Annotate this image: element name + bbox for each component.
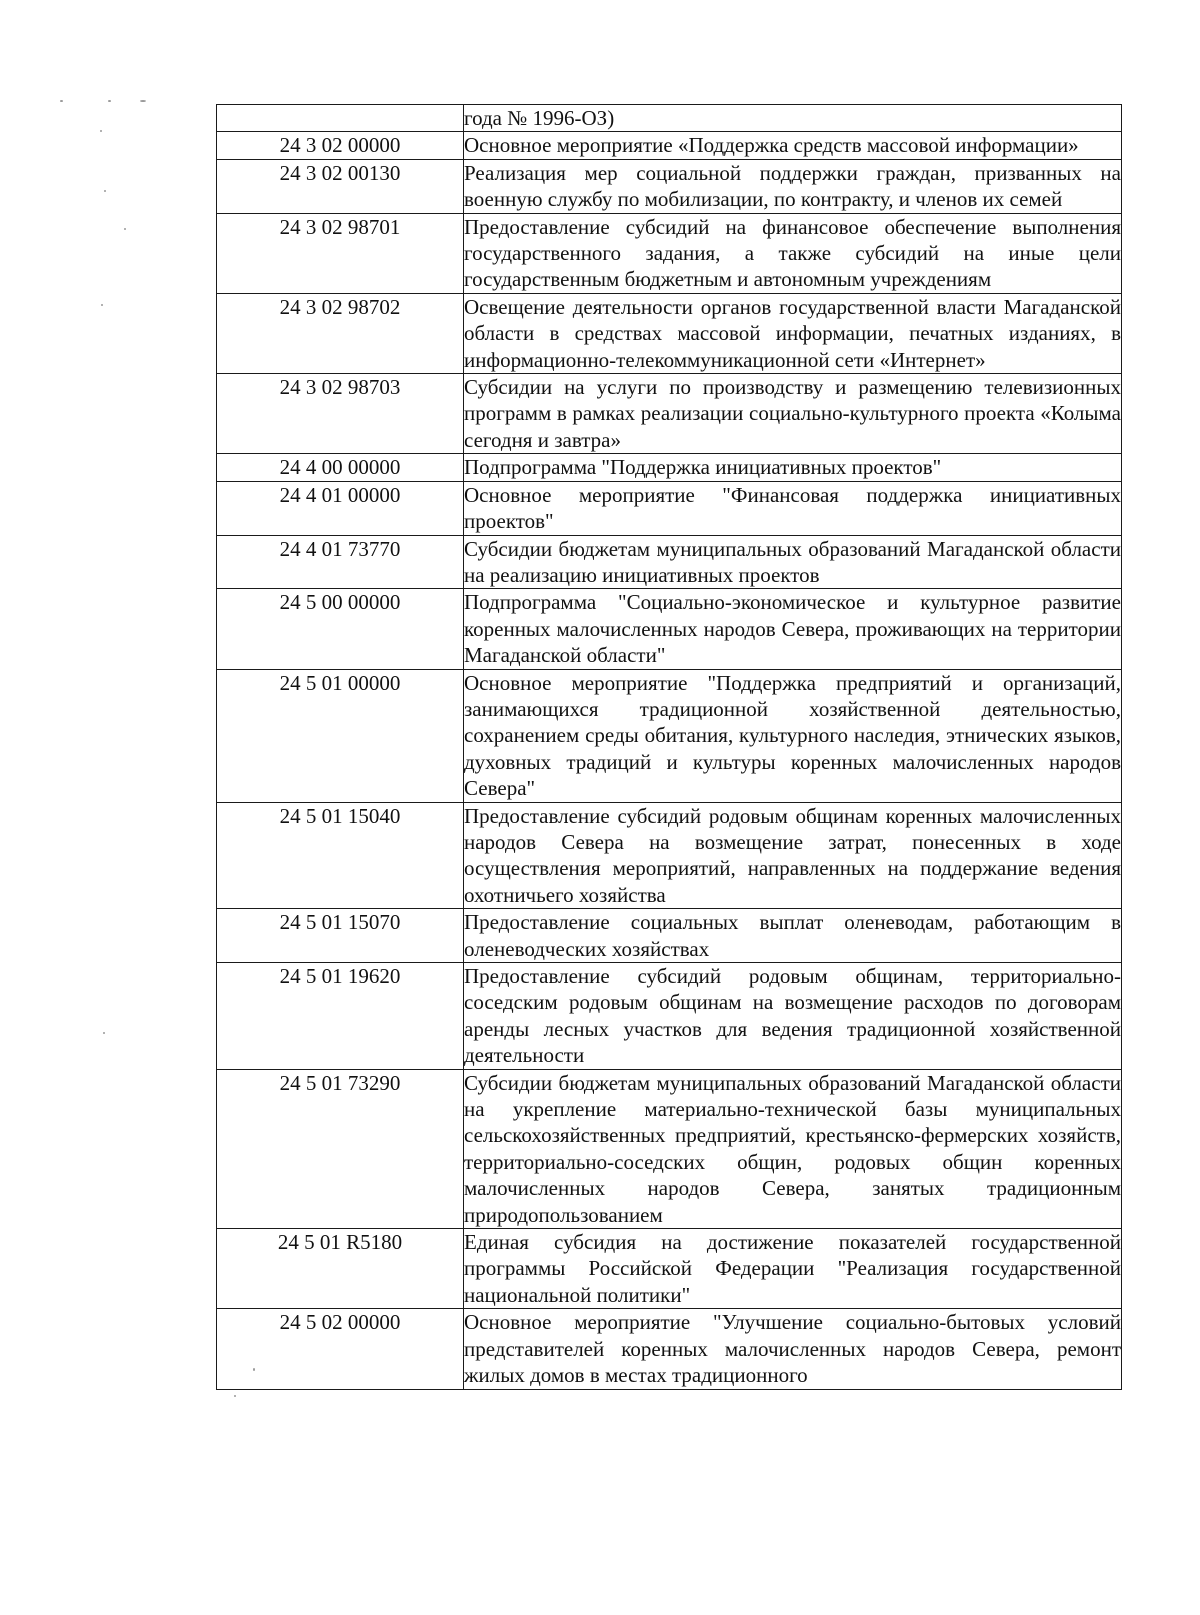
scan-speck [108, 100, 111, 102]
table-row [217, 589, 1122, 669]
description-cell: Реализация мер социальной поддержки граждан, призванных на военную службу по мобилизации, по контракту, и членов их семей [464, 160, 1121, 212]
description-cell: Освещение деятельности органов государственной власти Магаданской области в средствах массовой информации, печатных изданиях, в информационно-телекоммуникационной сети «Интернет» [464, 294, 1121, 372]
code-cell: 24 5 01 19620 [217, 963, 464, 1070]
table-row [217, 909, 1122, 963]
code-cell: 24 5 01 15070 [217, 909, 464, 963]
scan-speck [140, 100, 146, 102]
table-row [217, 159, 1122, 213]
table-row [217, 669, 1122, 802]
description-cell: Основное мероприятие "Улучшение социально-бытовых условий представителей коренных малочисленных народов Севера, ремонт жилых домов в местах традиционного [464, 1310, 1121, 1388]
description-cell: Основное мероприятие "Поддержка предприятий и организаций, занимающихся традиционной хозяйственной деятельностью, сохранением среды обитания, культурного наследия, этнических языков, духовных традиций и культуры коренных малочисленных народов Севера" [464, 670, 1121, 801]
code-cell: 24 3 02 98701 [217, 213, 464, 293]
code-cell: 24 5 01 15040 [217, 802, 464, 909]
table-row [217, 132, 1122, 159]
code-cell: 24 5 00 00000 [217, 589, 464, 669]
description-cell: Предоставление субсидий родовым общинам коренных малочисленных народов Севера на возмещение затрат, понесенных в ходе осуществления мероприятий, направленных на поддержание ведения охотничьего хозяйства [464, 803, 1121, 907]
table-row [217, 963, 1122, 1070]
table-row [217, 454, 1122, 481]
code-cell: 24 4 01 73770 [217, 535, 464, 589]
code-cell: 24 5 01 R5180 [217, 1229, 464, 1309]
description-cell: Субсидии бюджетам муниципальных образований Магаданской области на укрепление материально-технической базы муниципальных сельскохозяйственных предприятий, крестьянско-фермерских хозяйств, территориально-соседских общин, родовых общин коренных малочисленных народов Севера, занятых традиционным природопользованием [464, 1070, 1121, 1227]
code-cell: 24 4 00 00000 [217, 454, 464, 481]
description-cell: Предоставление субсидий на финансовое обеспечение выполнения государственного задания, а также субсидий на иные цели государственным бюджетным и автономным учреждениям [464, 214, 1121, 292]
table-row [217, 374, 1122, 454]
table-row [217, 535, 1122, 589]
table-row [217, 105, 1122, 132]
table-row [217, 1069, 1122, 1228]
table-body [217, 105, 1122, 1390]
description-cell: Основное мероприятие "Финансовая поддержка инициативных проектов" [464, 482, 1121, 534]
table-row [217, 293, 1122, 373]
code-cell: 24 3 02 98703 [217, 374, 464, 454]
description-cell: Подпрограмма "Социально-экономическое и культурное развитие коренных малочисленных народов Севера, проживающих на территории Магаданской области" [464, 590, 1121, 668]
code-cell [217, 105, 464, 132]
table-row [217, 1309, 1122, 1389]
code-cell: 24 5 02 00000 [217, 1309, 464, 1389]
scan-speck [60, 100, 63, 102]
scan-speck [101, 304, 103, 306]
description-cell: Предоставление социальных выплат оленеводам, работающим в оленеводческих хозяйствах [464, 910, 1121, 961]
code-cell: 24 3 02 98702 [217, 293, 464, 373]
description-cell: Основное мероприятие «Поддержка средств массовой информации» [464, 132, 1122, 159]
table-row [217, 481, 1122, 535]
table-row [217, 1229, 1122, 1309]
scan-speck [100, 130, 102, 132]
description-cell: Единая субсидия на достижение показателей государственной программы Российской Федерации "Реализация государственной национальной политики" [464, 1230, 1121, 1307]
description-cell: Субсидии на услуги по производству и размещению телевизионных программ в рамках реализации социально-культурного проекта «Колыма сегодня и завтра» [464, 375, 1121, 452]
code-cell: 24 5 01 00000 [217, 669, 464, 802]
scan-speck [103, 1032, 105, 1034]
table-row [217, 213, 1122, 293]
scan-speck [124, 228, 126, 230]
description-cell: года № 1996-ОЗ) [464, 105, 1122, 132]
description-cell: Субсидии бюджетам муниципальных образований Магаданской области на реализацию инициативных проектов [464, 536, 1121, 587]
code-cell: 24 4 01 00000 [217, 481, 464, 535]
budget-codes-table [216, 104, 1122, 1390]
description-cell: Предоставление субсидий родовым общинам, территориально-соседским родовым общинам на возмещение расходов по договорам аренды лесных участков для ведения традиционной хозяйственной деятельности [464, 964, 1121, 1068]
scan-speck [104, 190, 106, 192]
description-cell: Подпрограмма "Поддержка инициативных проектов" [464, 454, 1122, 481]
code-cell: 24 3 02 00130 [217, 159, 464, 213]
code-cell: 24 3 02 00000 [217, 132, 464, 159]
code-cell: 24 5 01 73290 [217, 1069, 464, 1228]
scan-speck [234, 1395, 236, 1397]
table-row [217, 802, 1122, 909]
